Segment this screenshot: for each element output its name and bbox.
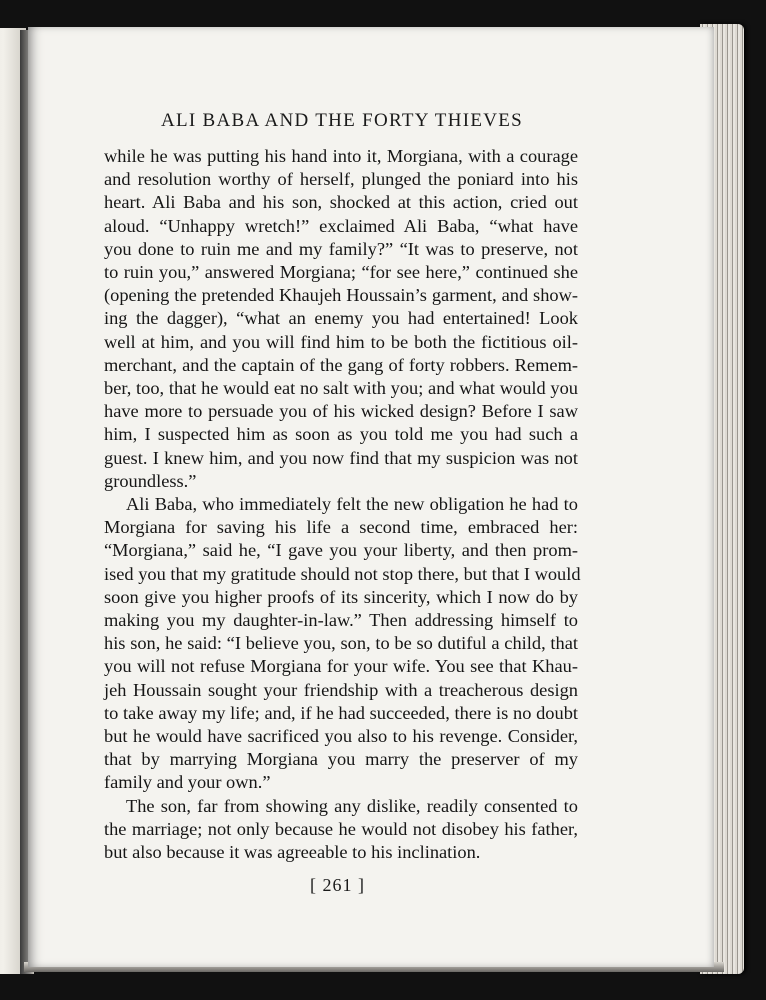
text-line: but also because it was agreeable to his inclination. [104,842,481,862]
text-line: (opening the pretended Khaujeh Houssain’s garment, and show- [104,285,578,306]
text-line: Morgiana for saving his life a second time, embraced her: [104,517,578,538]
text-line: to ruin you,” answered Morgiana; “for see here,” continued she [104,262,578,282]
text-line: groundless.” [104,470,197,491]
text-line: and resolution worthy of herself, plunged the poniard into his [104,169,578,190]
text-line: to take away my life; and, if he had succeeded, there is no doubt [104,702,578,723]
text-line: merchant, and the captain of the gang of forty robbers. Remem- [104,354,578,375]
page-number: [ 261 ] [310,875,365,895]
text-line: guest. I knew him, and you now find that my suspicion was not [104,447,578,468]
text-line: you will not refuse Morgiana for your wife. You see that Khau- [104,656,578,677]
text-line: The son, far from showing any dislike, readily consented to [126,795,578,816]
text-line: but he would have sacrificed you also to his revenge. Consider, [104,726,578,746]
text-line: soon give you higher proofs of its sincerity, which I now do by [104,586,578,607]
running-head: ALI BABA AND THE FORTY THIEVES [160,110,524,131]
text-line: ised you that my gratitude should not stop there, but that I would [104,563,581,584]
text-line: him, I suspected him as soon as you told me you had such a [104,424,578,445]
text-line: “Morgiana,” said he, “I gave you your liberty, and then prom- [104,540,578,561]
text-line: jeh Houssain sought your friendship with a treacherous design [104,679,578,700]
text-line: Ali Baba, who immediately felt the new obligation he had to [126,494,578,514]
text-line: ing the dagger), “what an enemy you had entertained! Look [104,308,578,329]
text-line: making you my daughter-in-law.” Then addressing himself to [104,610,578,630]
text-line: well at him, and you will find him to be both the fictitious oil- [104,331,578,352]
text-line: the marriage; not only because he would not disobey his father, [104,818,578,839]
text-line: that by marrying Morgiana you marry the preserver of my [104,749,578,770]
text-line: while he was putting his hand into it, Morgiana, with a courage [104,146,578,166]
text-line: his son, he said: “I believe you, son, to be so dutiful a child, that [104,633,578,654]
text-line: heart. Ali Baba and his son, shocked at this action, cried out [104,192,578,213]
text-line: ber, too, that he would eat no salt with you; and what would you [104,378,578,398]
text-line: family and your own.” [104,772,271,793]
text-line: you done to ruin me and my family?” “It was to preserve, not [104,238,578,259]
text-line: have more to persuade you of his wicked design? Before I saw [104,401,578,422]
text-line: aloud. “Unhappy wretch!” exclaimed Ali Baba, “what have [104,215,578,236]
